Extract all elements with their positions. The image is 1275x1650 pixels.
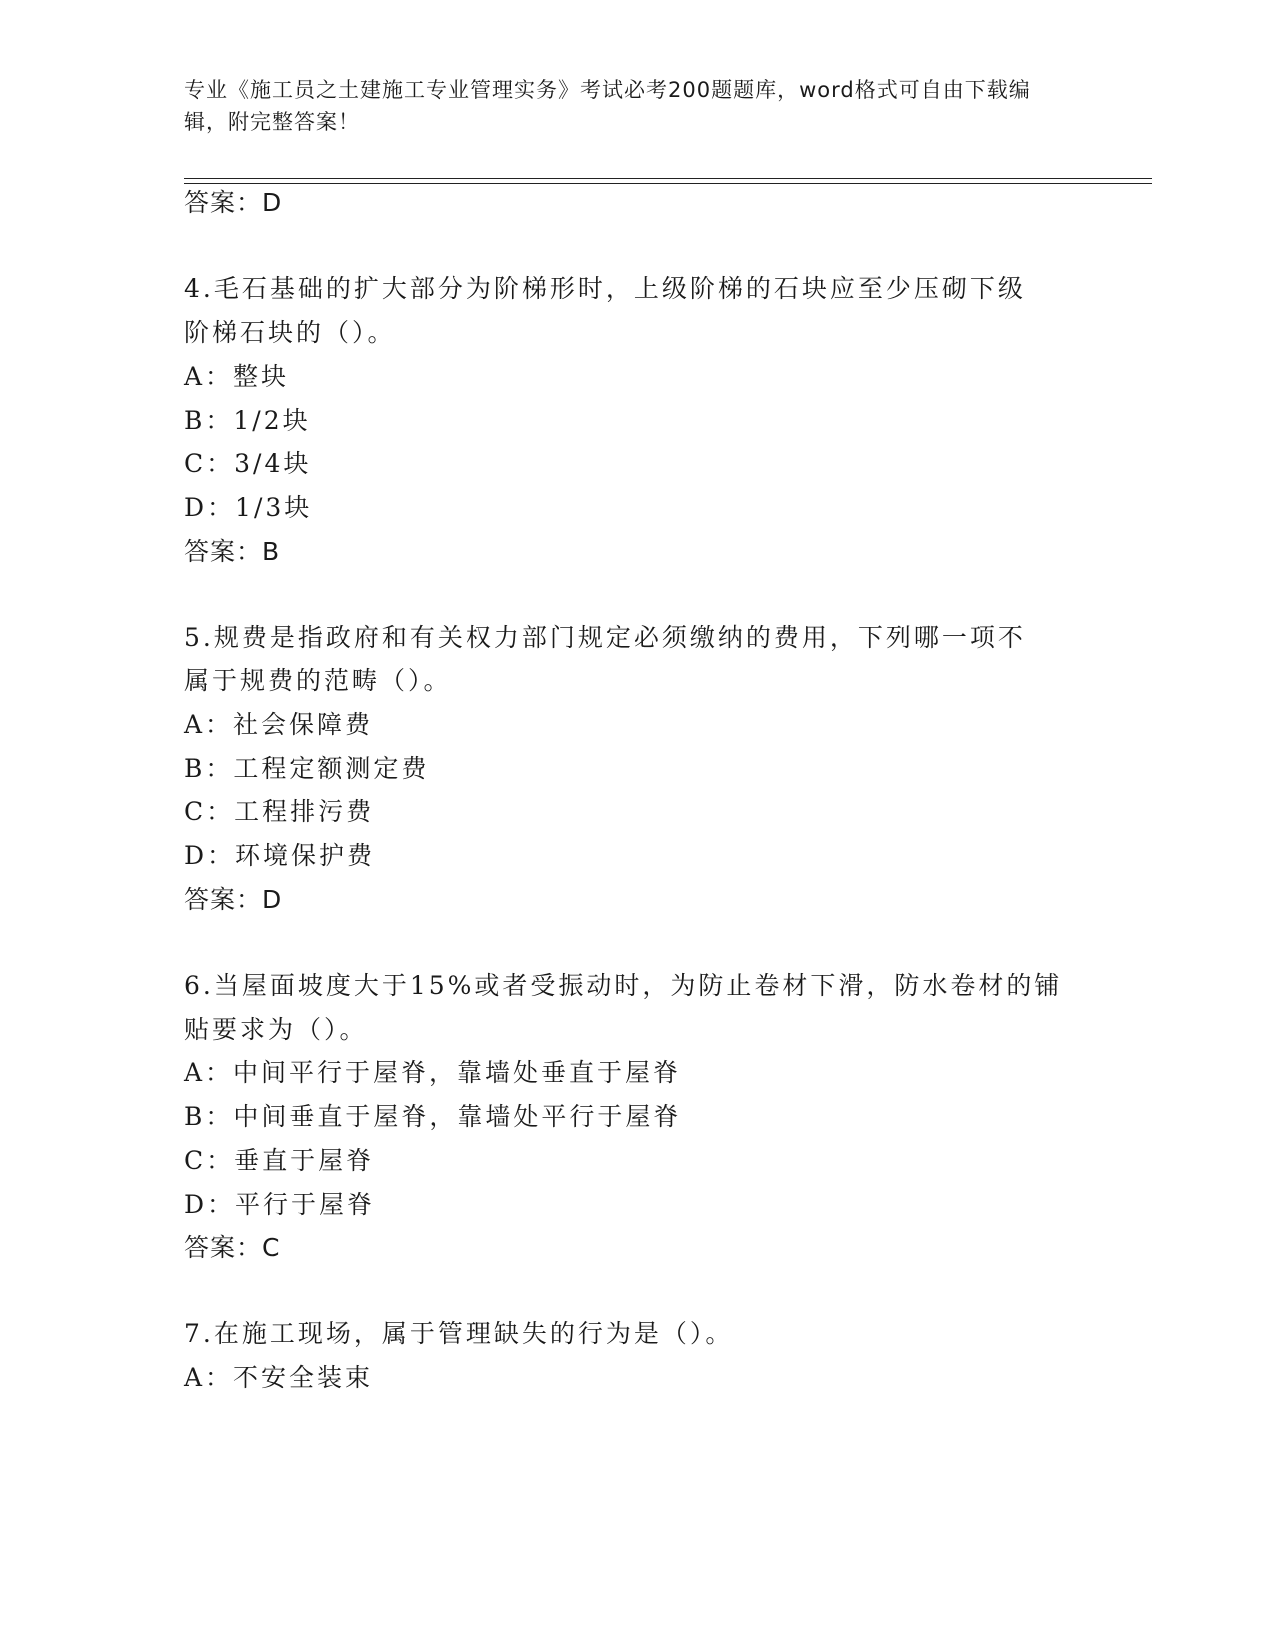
header-divider-bottom xyxy=(184,183,1152,184)
question-4-option-b: B：1/2块 xyxy=(184,406,311,435)
question-6-option-c: C：垂直于屋脊 xyxy=(184,1146,375,1175)
question-7-option-a: A：不安全装束 xyxy=(184,1363,374,1392)
question-4-answer: 答案：B xyxy=(184,537,281,566)
question-5-text-line-2: 属于规费的范畴（）。 xyxy=(184,666,452,695)
question-5-option-d: D：环境保护费 xyxy=(184,841,376,870)
question-7-text-line-1: 7.在施工现场，属于管理缺失的行为是（）。 xyxy=(184,1319,734,1348)
question-4-option-c: C：3/4块 xyxy=(184,449,312,478)
question-6-option-b: B：中间垂直于屋脊，靠墙处平行于屋脊 xyxy=(184,1102,682,1131)
question-5-text-line-1: 5.规费是指政府和有关权力部门规定必须缴纳的费用，下列哪一项不 xyxy=(184,623,1026,652)
question-6-text-line-2: 贴要求为（）。 xyxy=(184,1015,368,1044)
page-header: 专业《施工员之土建施工专业管理实务》考试必考200题题库，word格式可自由下载编辑，附完整答案！ xyxy=(184,78,1031,134)
question-4-option-a: A：整块 xyxy=(184,362,290,391)
question-5-option-a: A：社会保障费 xyxy=(184,710,374,739)
question-4-text-line-2: 阶梯石块的（）。 xyxy=(184,318,396,347)
previous-answer: 答案：D xyxy=(184,188,283,217)
question-6-option-d: D：平行于屋脊 xyxy=(184,1190,376,1219)
question-4-option-d: D：1/3块 xyxy=(184,493,313,522)
question-5-answer: 答案：D xyxy=(184,885,283,914)
header-divider-top xyxy=(184,178,1152,179)
question-6-text-line-1: 6.当屋面坡度大于15%或者受振动时，为防止卷材下滑，防水卷材的铺 xyxy=(184,971,1063,1000)
question-4-text-line-1: 4.毛石基础的扩大部分为阶梯形时，上级阶梯的石块应至少压砌下级 xyxy=(184,274,1026,303)
question-6-option-a: A：中间平行于屋脊，靠墙处垂直于屋脊 xyxy=(184,1058,682,1087)
question-5-option-c: C：工程排污费 xyxy=(184,797,375,826)
question-6-answer: 答案：C xyxy=(184,1233,281,1262)
question-5-option-b: B：工程定额测定费 xyxy=(184,754,430,783)
